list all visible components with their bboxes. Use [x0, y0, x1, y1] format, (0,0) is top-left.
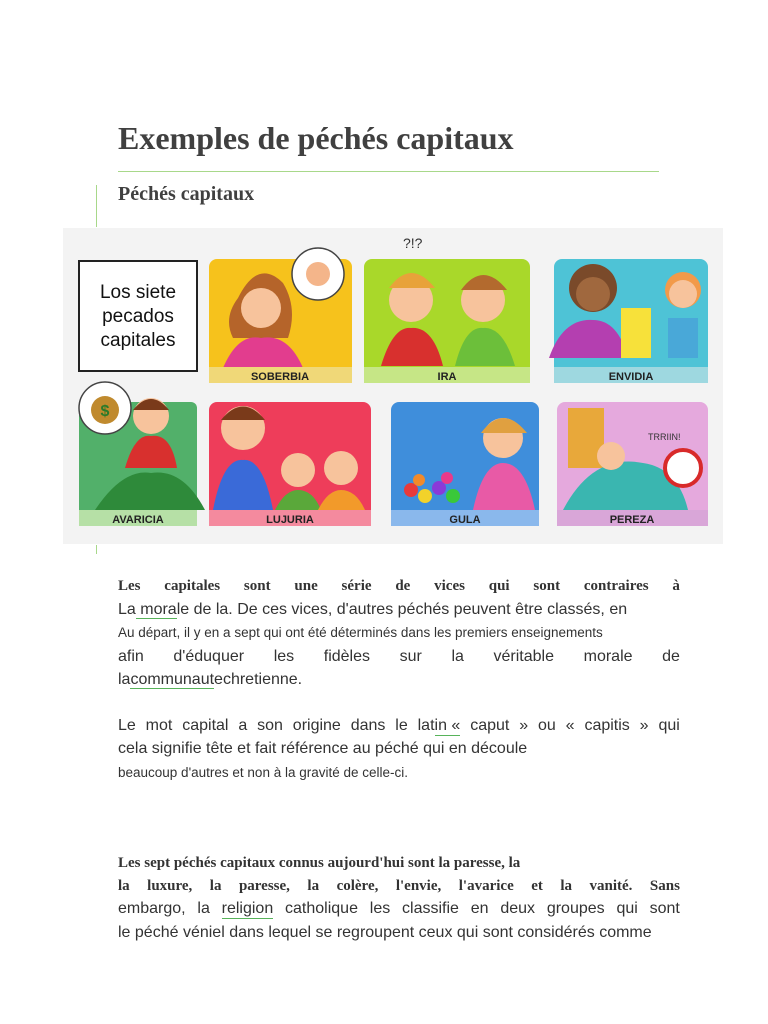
- panel-envidia: [549, 259, 708, 383]
- section-subtitle: Péchés capitaux: [118, 183, 255, 205]
- shirt: [668, 318, 698, 358]
- jealous-face: [669, 280, 697, 308]
- panel-pereza: [557, 402, 708, 526]
- section-marker-end: [96, 545, 97, 554]
- link-religion[interactable]: religion: [221, 900, 274, 917]
- sleeping-face: [597, 442, 625, 470]
- panel-lujuria: [209, 402, 371, 526]
- hair: [133, 399, 169, 410]
- label-soberbia: SOBERBIA: [250, 371, 310, 383]
- cover-line-1: Los siete: [99, 282, 177, 303]
- candy: [441, 472, 453, 484]
- candy: [446, 489, 460, 503]
- para1-line3: Au départ, il y en a sept qui ont été déterminés dans les premiers enseignements: [118, 625, 603, 640]
- seven-sins-illustration: [63, 228, 723, 544]
- link-latin[interactable]: in «: [434, 717, 461, 734]
- para3-line3: embargo, la religion catholique les classifie en deux groupes qui sont: [118, 900, 680, 917]
- para2-line1: Le mot capital a son origine dans le latin « caput » ou « capitis » qui: [118, 717, 680, 734]
- para3-line2: la luxure, la paresse, la colère, l'envie, l'avarice et la vanité. Sans: [118, 878, 680, 894]
- para1-line4: afin d'éduquer les fidèles sur la véritable morale de: [118, 648, 680, 665]
- label-pereza: PEREZA: [609, 514, 655, 526]
- money-symbol: $: [100, 403, 110, 420]
- para3-line4: le péché véniel dans lequel se regroupent ceux qui sont considérés comme: [118, 924, 652, 941]
- mirror-face: [306, 262, 330, 286]
- anger-symbol: ?!?: [403, 235, 423, 251]
- section-marker: [96, 185, 97, 227]
- para2-line3: beaucoup d'autres et non à la gravité de celle-ci.: [118, 765, 409, 780]
- panel-avaricia: [79, 382, 205, 526]
- para1-line5: lacommunautechretienne.: [118, 671, 303, 688]
- label-lujuria: LUJURIA: [266, 514, 314, 526]
- para2-line2: cela signifie tête et fait référence au péché qui en découle: [118, 740, 528, 757]
- panel-ira: [364, 235, 530, 383]
- label-ira: IRA: [437, 371, 457, 383]
- face: [576, 277, 610, 311]
- label-envidia: ENVIDIA: [608, 371, 654, 383]
- link-morale[interactable]: mora: [135, 601, 177, 618]
- page-title: Exemples de péchés capitaux: [118, 120, 514, 156]
- candy: [413, 474, 425, 486]
- panel-gula: [391, 402, 539, 526]
- face: [241, 288, 281, 328]
- para1-line1: Les capitales sont une série de vices qui sont contraires à: [118, 578, 680, 594]
- kid-face: [324, 451, 358, 485]
- alarm-clock-icon: [665, 450, 701, 486]
- panel-soberbia: [209, 248, 352, 383]
- clock-sound: TRRIIN!: [648, 432, 681, 442]
- label-gula: GULA: [449, 514, 481, 526]
- title-divider: [118, 171, 659, 172]
- candy: [418, 489, 432, 503]
- para3-line1: Les sept péchés capitaux connus aujourd'hui sont la paresse, la: [118, 855, 521, 871]
- dress: [621, 308, 651, 358]
- kid-face: [281, 453, 315, 487]
- cover-line-3: capitales: [100, 330, 176, 351]
- para1-line2: La morale de la. De ces vices, d'autres péchés peuvent être classés, en: [118, 601, 628, 618]
- cover-line-2: pecados: [102, 306, 174, 327]
- link-communaute[interactable]: communaut: [130, 671, 215, 688]
- label-avaricia: AVARICIA: [112, 514, 164, 526]
